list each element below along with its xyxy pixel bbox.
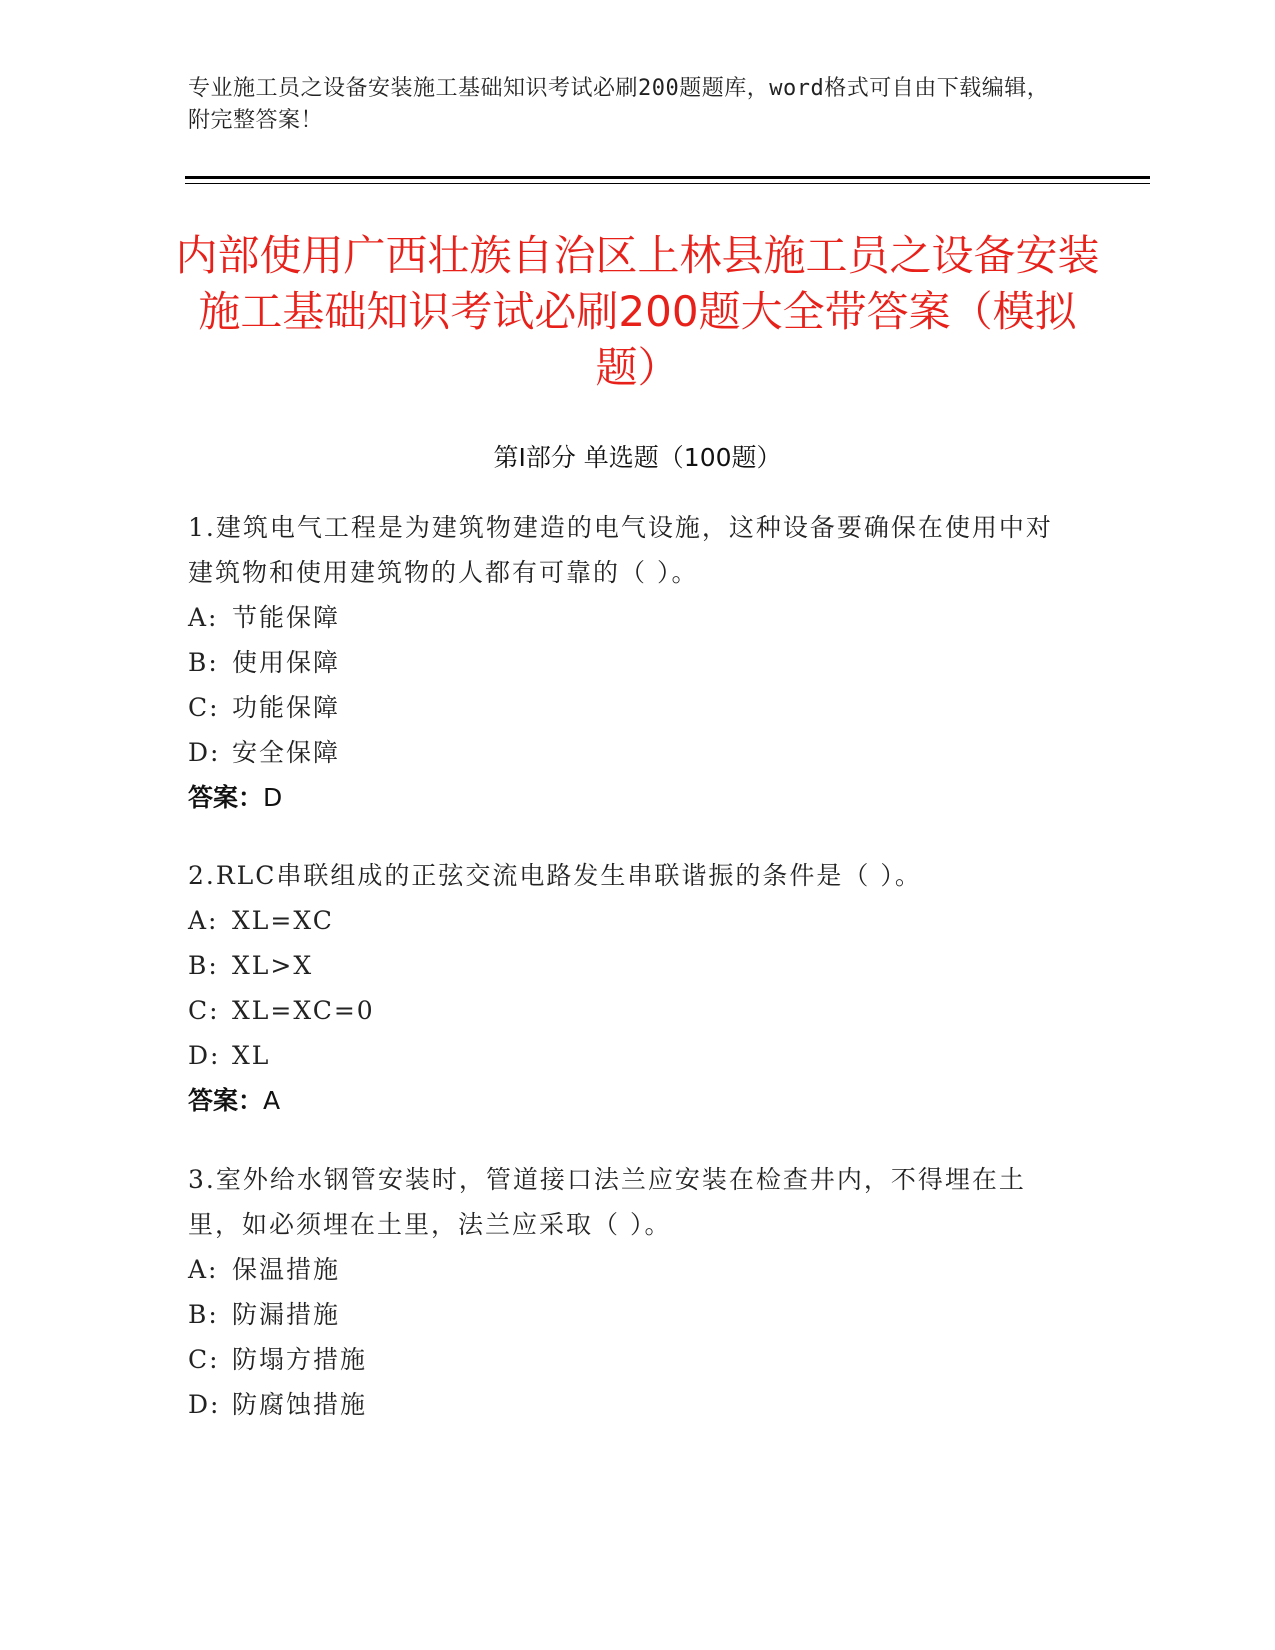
option-label: D: [188,1041,221,1070]
option-b [188,1292,1068,1337]
option-text: XL=XC [232,906,334,935]
option-text: 安全保障 [232,738,341,767]
option-label: B: [188,951,219,980]
question-stem: 1.建筑电气工程是为建筑物建造的电气设施，这种设备要确保在使用中对建筑物和使用建筑物的人都有可靠的（ ）。 [188,513,1053,587]
question-2 [188,853,1068,1123]
option-text: 使用保障 [232,648,341,677]
option-label: B: [188,1300,219,1329]
option-label: A: [188,906,219,935]
answer-line [188,775,1068,820]
option-a [188,1247,1068,1292]
answer-label: 答案： [188,1086,264,1115]
option-label: C: [188,996,220,1025]
option-label: D: [188,738,221,767]
option-text: XL [232,1041,271,1070]
option-text: 保温措施 [232,1255,341,1284]
option-b [188,943,1068,988]
option-text: XL>X [232,951,314,980]
answer-line [188,1078,1068,1123]
option-text: 防塌方措施 [232,1345,368,1374]
option-c [188,1337,1068,1382]
option-a [188,595,1068,640]
question-stem: 3.室外给水钢管安装时，管道接口法兰应安装在检查井内，不得埋在土里，如必须埋在土里，法兰应采取（ ）。 [188,1165,1026,1239]
option-d [188,1382,1068,1427]
answer-value: A [263,1086,281,1115]
option-c [188,988,1068,1033]
question-stem: 2.RLC串联组成的正弦交流电路发生串联谐振的条件是（ ）。 [188,861,922,890]
header-rule-thick [185,176,1150,179]
option-b [188,640,1068,685]
section-title: 第Ⅰ部分 单选题（100题） [493,443,782,472]
option-c [188,685,1068,730]
option-label: A: [188,603,219,632]
option-label: D: [188,1390,221,1419]
option-d [188,730,1068,775]
question-3 [188,1157,1068,1427]
question-1 [188,505,1068,820]
document-title: 内部使用广西壮族自治区上林县施工员之设备安装施工基础知识考试必刷200题大全带答案（模拟题） [175,231,1100,392]
answer-label: 答案： [188,783,264,812]
option-text: 防漏措施 [232,1300,341,1329]
option-text: 功能保障 [232,693,341,722]
header-rule-thin [185,183,1150,184]
answer-value: D [263,783,283,812]
option-d [188,1033,1068,1078]
option-label: C: [188,693,220,722]
option-label: A: [188,1255,219,1284]
option-a [188,898,1068,943]
option-text: 节能保障 [232,603,341,632]
option-text: 防腐蚀措施 [232,1390,368,1419]
option-text: XL=XC=0 [232,996,375,1025]
header-note: 专业施工员之设备安装施工基础知识考试必刷200题题库，word格式可自由下载编辑，附完整答案！ [188,76,1050,133]
option-label: C: [188,1345,220,1374]
option-label: B: [188,648,219,677]
